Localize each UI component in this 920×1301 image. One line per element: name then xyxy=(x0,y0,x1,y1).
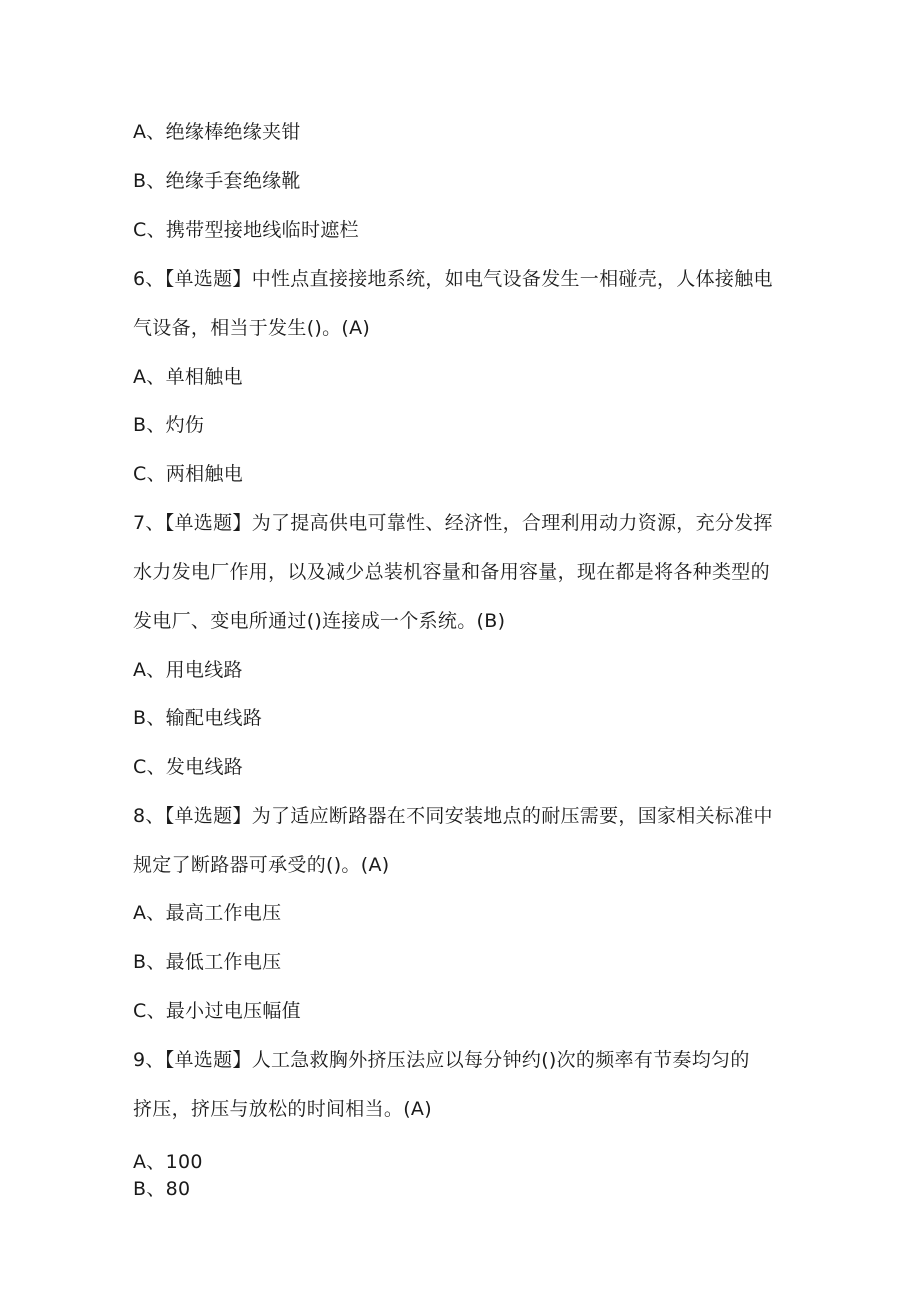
question-7-line-1: 7、【单选题】为了提高供电可靠性、经济性，合理利用动力资源，充分发挥 xyxy=(133,512,773,534)
option-6b: B、灼伤 xyxy=(133,414,205,436)
option-8b: B、最低工作电压 xyxy=(133,951,282,973)
option-9a: A、100 xyxy=(133,1151,203,1173)
option-9b: B、80 xyxy=(133,1178,191,1200)
option-7c: C、发电线路 xyxy=(133,756,244,778)
option-7a: A、用电线路 xyxy=(133,659,243,681)
option-5c: C、携带型接地线临时遮栏 xyxy=(133,219,359,241)
option-6c: C、两相触电 xyxy=(133,463,244,485)
option-8c: C、最小过电压幅值 xyxy=(133,1000,301,1022)
option-5a: A、绝缘棒绝缘夹钳 xyxy=(133,121,301,143)
question-8-line-2: 规定了断路器可承受的()。(A) xyxy=(133,854,390,876)
question-7-line-2: 水力发电厂作用，以及减少总装机容量和备用容量，现在都是将各种类型的 xyxy=(133,561,770,583)
option-8a: A、最高工作电压 xyxy=(133,902,282,924)
option-5b: B、绝缘手套绝缘靴 xyxy=(133,170,301,192)
question-9-line-1: 9、【单选题】人工急救胸外挤压法应以每分钟约()次的频率有节奏均匀的 xyxy=(133,1049,750,1071)
option-6a: A、单相触电 xyxy=(133,366,243,388)
question-7-line-3: 发电厂、变电所通过()连接成一个系统。(B) xyxy=(133,610,506,632)
question-8-line-1: 8、【单选题】为了适应断路器在不同安装地点的耐压需要，国家相关标准中 xyxy=(133,805,773,827)
question-9-line-2: 挤压，挤压与放松的时间相当。(A) xyxy=(133,1098,432,1120)
question-6-line-1: 6、【单选题】中性点直接接地系统，如电气设备发生一相碰壳，人体接触电 xyxy=(133,268,773,290)
question-6-line-2: 气设备，相当于发生()。(A) xyxy=(133,317,371,339)
option-7b: B、输配电线路 xyxy=(133,707,263,729)
